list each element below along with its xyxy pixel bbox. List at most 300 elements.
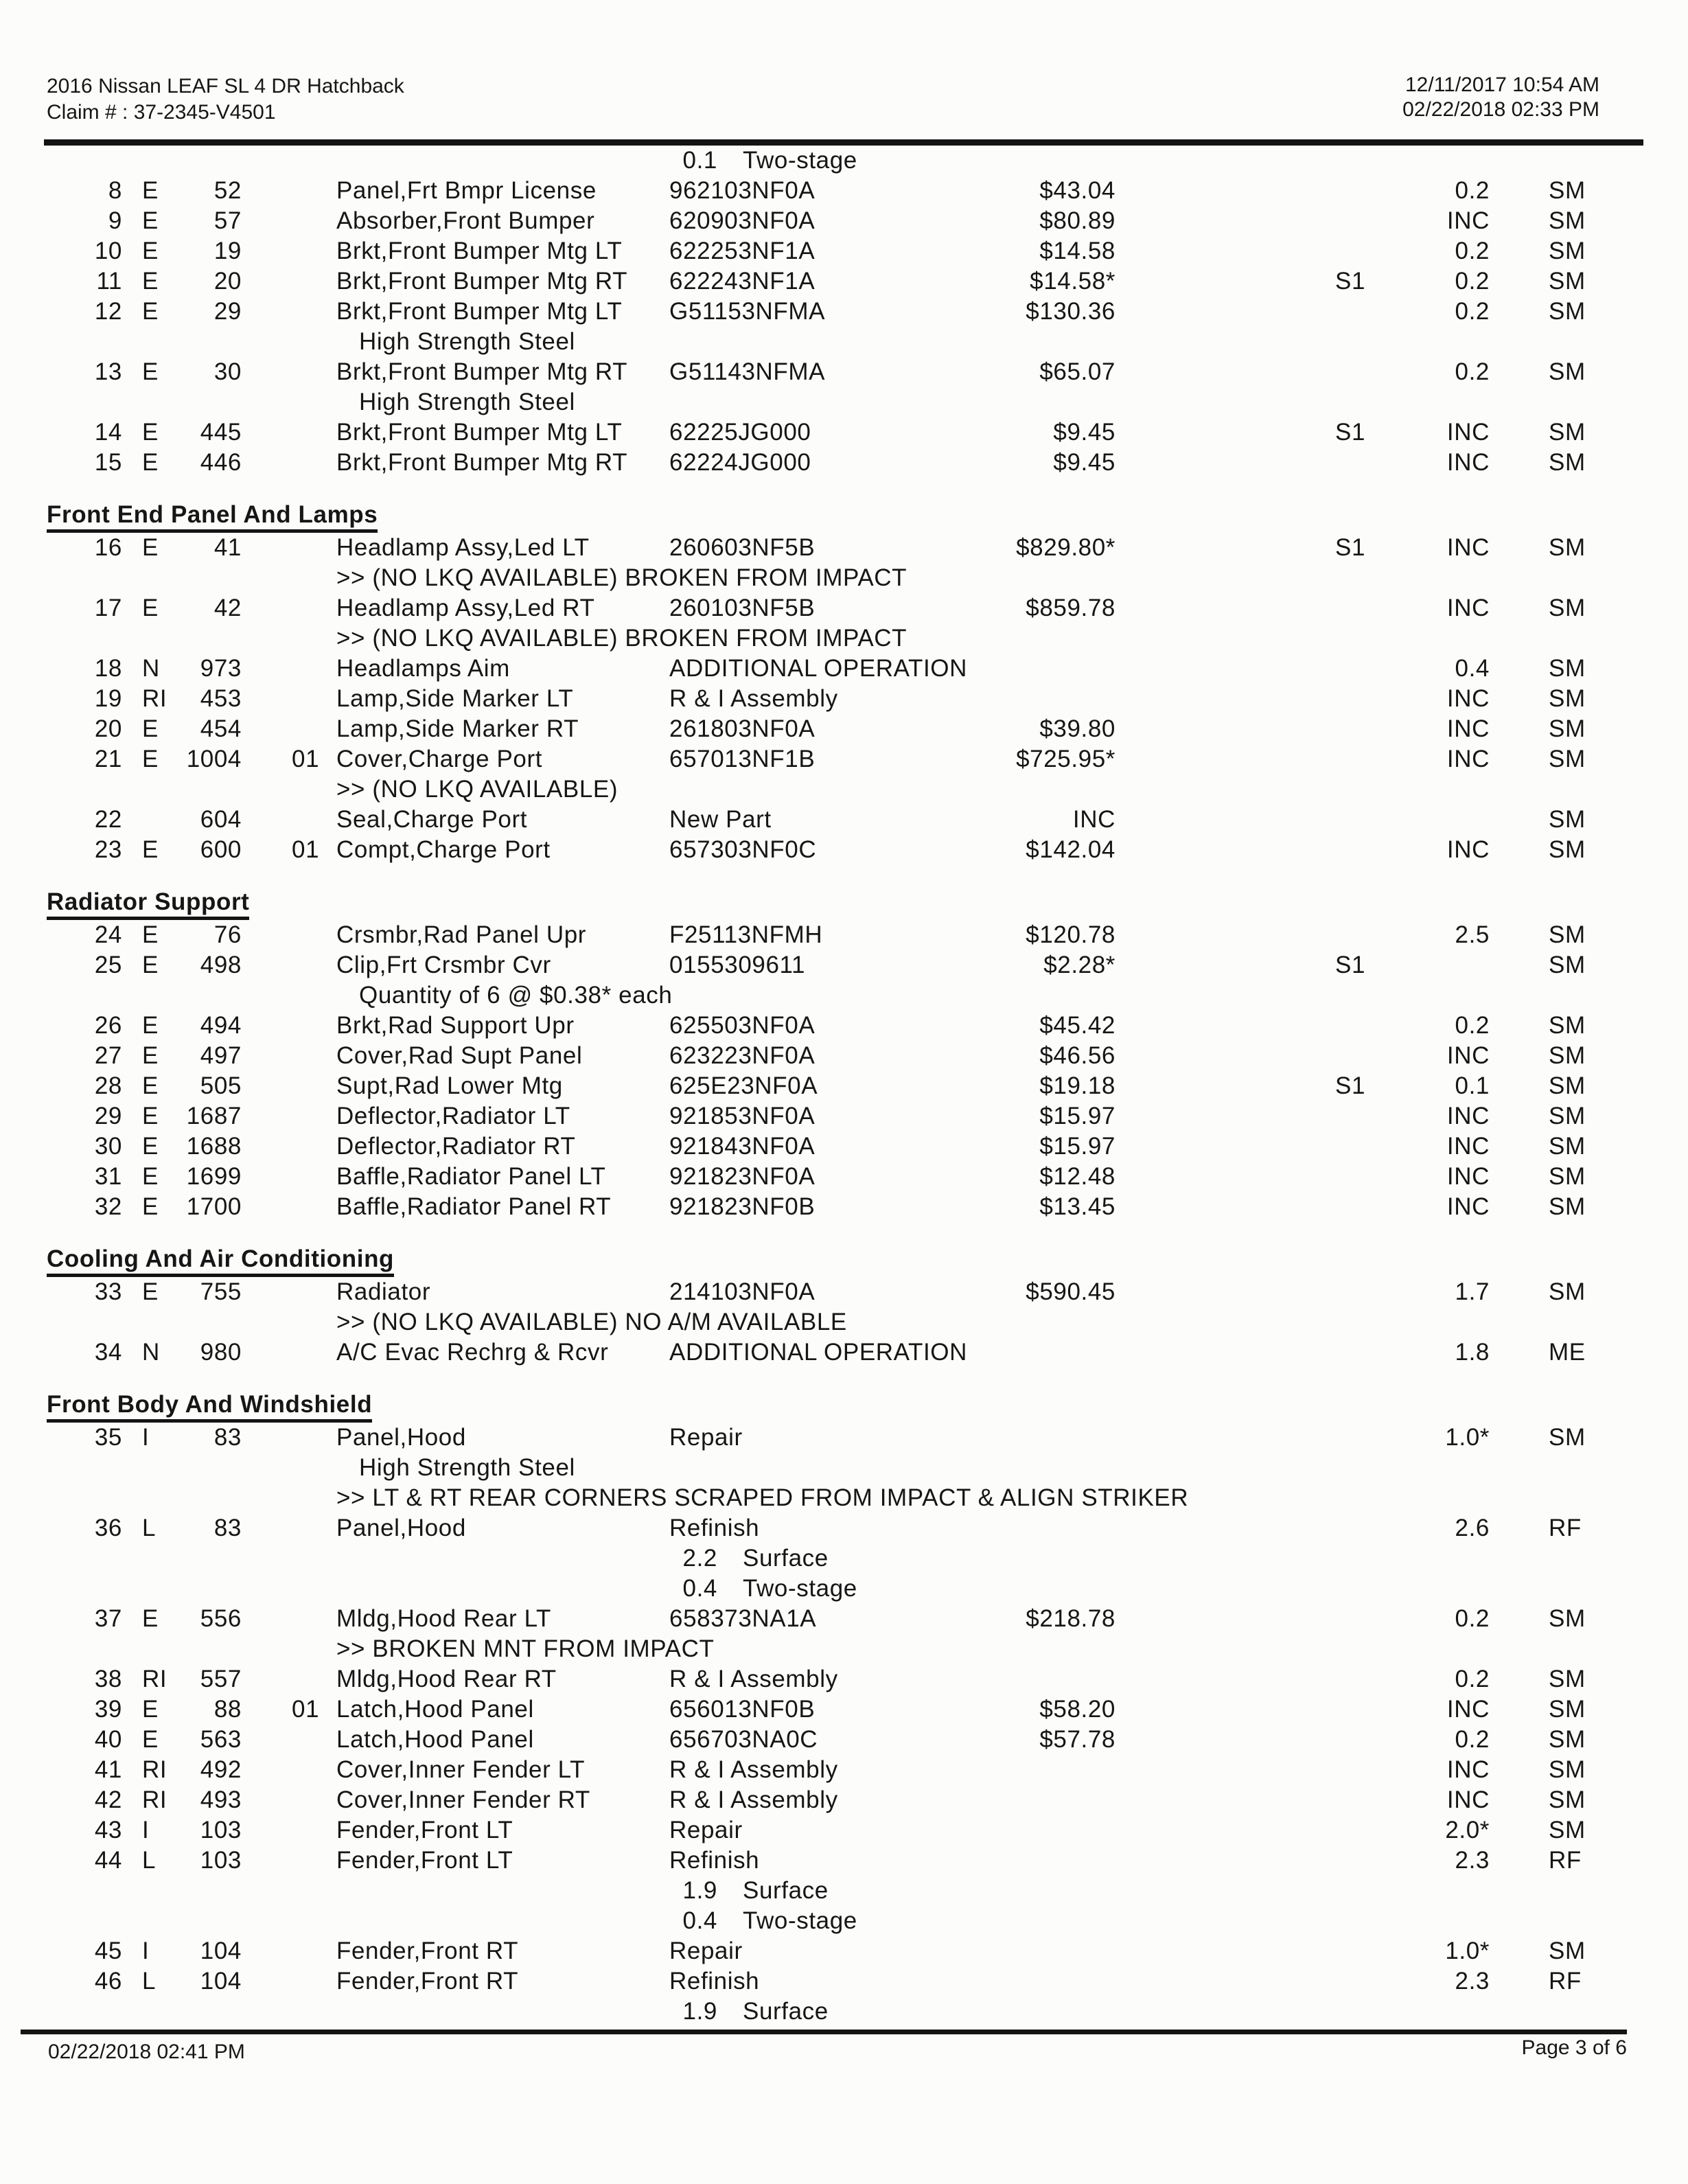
line-item [0, 593, 1688, 623]
ref-number: 83 [213, 1515, 242, 1541]
labor-type: SM [1549, 207, 1586, 234]
ref-number: 1004 [186, 746, 242, 772]
op-code: E [142, 268, 159, 295]
line-number: 41 [94, 1756, 122, 1783]
ref-number: 980 [200, 1339, 242, 1366]
labor-type: SM [1549, 177, 1586, 204]
description: Panel,Hood [336, 1515, 466, 1541]
part-number: 0155309611 [669, 952, 806, 978]
claim-number: Claim # : 37-2345-V4501 [47, 101, 276, 124]
sub-hours: 1.9 [682, 1998, 717, 2025]
part-number: 214103NF0A [669, 1278, 816, 1305]
ref-number: 19 [213, 238, 242, 264]
header-rule [44, 139, 1643, 146]
description: Latch,Hood Panel [336, 1726, 534, 1753]
section-header [0, 888, 1688, 920]
part-number: ADDITIONAL OPERATION [669, 1339, 967, 1366]
line-item [0, 1755, 1688, 1785]
labor-type: SM [1549, 358, 1586, 385]
op-code: E [142, 238, 159, 264]
line-item [0, 920, 1688, 950]
part-number: Repair [669, 1817, 743, 1843]
line-number: 14 [94, 419, 122, 446]
description: Headlamp Assy,Led LT [336, 534, 590, 561]
header-datetime-1: 12/11/2017 10:54 AM [1404, 73, 1599, 96]
line-item [0, 805, 1688, 835]
part-number: 623223NF0A [669, 1042, 816, 1069]
line-number: 45 [94, 1938, 122, 1964]
description: Seal,Charge Port [336, 806, 528, 833]
description: Crsmbr,Rad Panel Upr [336, 921, 587, 948]
description: Brkt,Front Bumper Mtg LT [336, 419, 623, 446]
labor-type: SM [1549, 534, 1586, 561]
remark-text: >> (NO LKQ AVAILABLE) BROKEN FROM IMPACT [336, 564, 907, 591]
labor-hours: 2.0* [1445, 1817, 1490, 1843]
labor-hours: INC [1446, 685, 1490, 712]
footer-rule [21, 2030, 1627, 2034]
line-item [0, 206, 1688, 236]
line-number: 19 [94, 685, 122, 712]
description: Baffle,Radiator Panel RT [336, 1193, 612, 1220]
part-number: 921823NF0B [669, 1193, 816, 1220]
note-text: Quantity of 6 @ $0.38* each [359, 982, 673, 1009]
ref-number: 104 [200, 1938, 242, 1964]
description: Fender,Front RT [336, 1938, 519, 1964]
ref-number: 76 [213, 921, 242, 948]
line-item [0, 1664, 1688, 1694]
description: Baffle,Radiator Panel LT [336, 1163, 606, 1190]
price: $57.78 [1039, 1726, 1115, 1753]
labor-hours: 2.6 [1455, 1515, 1490, 1541]
qualifier: 01 [292, 1696, 320, 1723]
ref-number: 556 [200, 1605, 242, 1632]
section-header [0, 1391, 1688, 1423]
labor-type: SM [1549, 298, 1586, 325]
labor-type: SM [1549, 746, 1586, 772]
ref-number: 88 [213, 1696, 242, 1723]
op-code: E [142, 207, 159, 234]
line-number: 42 [94, 1786, 122, 1813]
labor-hours: 1.0* [1445, 1424, 1490, 1451]
labor-hours: 0.2 [1455, 1605, 1490, 1632]
part-number: 625503NF0A [669, 1012, 816, 1039]
section-title: Radiator Support [47, 888, 249, 920]
labor-hours: 0.2 [1455, 358, 1490, 385]
line-number: 21 [94, 746, 122, 772]
remark-line [0, 563, 1688, 593]
price: $58.20 [1039, 1696, 1115, 1723]
note-line [0, 387, 1688, 417]
line-items [0, 146, 1688, 2027]
price: $859.78 [1026, 595, 1115, 621]
refinish-sub-line [0, 1543, 1688, 1574]
line-number: 36 [94, 1515, 122, 1541]
price: $9.45 [1053, 419, 1115, 446]
ref-number: 42 [213, 595, 242, 621]
remark-line [0, 623, 1688, 654]
description: Supt,Rad Lower Mtg [336, 1072, 563, 1099]
supplement-flag: S1 [1335, 1072, 1366, 1099]
sub-hours: 0.4 [682, 1575, 717, 1602]
labor-type: SM [1549, 268, 1586, 295]
part-number: R & I Assembly [669, 685, 838, 712]
labor-hours: 0.1 [1455, 1072, 1490, 1099]
remark-line [0, 1307, 1688, 1337]
op-code: E [142, 746, 159, 772]
line-item [0, 357, 1688, 387]
section-header [0, 1245, 1688, 1277]
description: Compt,Charge Port [336, 836, 551, 863]
labor-type: ME [1549, 1339, 1586, 1366]
ref-number: 505 [200, 1072, 242, 1099]
footer-timestamp: 02/22/2018 02:41 PM [48, 2041, 245, 2063]
part-number: 62224JG000 [669, 449, 811, 476]
line-item [0, 1101, 1688, 1131]
op-code: L [142, 1847, 157, 1874]
ref-number: 454 [200, 715, 242, 742]
ref-number: 57 [213, 207, 242, 234]
labor-type: SM [1549, 1072, 1586, 1099]
labor-type: SM [1549, 1278, 1586, 1305]
description: Lamp,Side Marker RT [336, 715, 579, 742]
ref-number: 20 [213, 268, 242, 295]
part-number: New Part [669, 806, 772, 833]
line-item [0, 1162, 1688, 1192]
sub-label: Two-stage [743, 1575, 857, 1602]
labor-hours: INC [1446, 1193, 1490, 1220]
note-text: High Strength Steel [359, 328, 575, 355]
labor-type: SM [1549, 238, 1586, 264]
line-item [0, 1041, 1688, 1071]
line-item [0, 714, 1688, 744]
ref-number: 492 [200, 1756, 242, 1783]
sub-label: Surface [743, 1998, 829, 2025]
part-number: R & I Assembly [669, 1756, 838, 1783]
price: $46.56 [1039, 1042, 1115, 1069]
line-number: 13 [94, 358, 122, 385]
price: $39.80 [1039, 715, 1115, 742]
labor-type: SM [1549, 1133, 1586, 1160]
line-number: 37 [94, 1605, 122, 1632]
refinish-sub-line [0, 1997, 1688, 2027]
section-header [0, 501, 1688, 533]
price: INC [1072, 806, 1115, 833]
line-item [0, 1337, 1688, 1368]
ref-number: 557 [200, 1666, 242, 1692]
description: A/C Evac Rechrg & Rcvr [336, 1339, 609, 1366]
op-code: RI [142, 1786, 167, 1813]
labor-type: SM [1549, 1817, 1586, 1843]
line-item [0, 1725, 1688, 1755]
op-code: E [142, 921, 159, 948]
op-code: RI [142, 1666, 167, 1692]
part-number: 622243NF1A [669, 268, 816, 295]
description: Brkt,Front Bumper Mtg RT [336, 268, 628, 295]
price: $142.04 [1026, 836, 1115, 863]
price: $43.04 [1039, 177, 1115, 204]
ref-number: 453 [200, 685, 242, 712]
labor-hours: INC [1446, 419, 1490, 446]
op-code: RI [142, 1756, 167, 1783]
op-code: E [142, 595, 159, 621]
description: Radiator [336, 1278, 431, 1305]
part-number: Repair [669, 1424, 743, 1451]
line-number: 12 [94, 298, 122, 325]
part-number: 921823NF0A [669, 1163, 816, 1190]
ref-number: 103 [200, 1817, 242, 1843]
ref-number: 498 [200, 952, 242, 978]
sub-hours: 1.9 [682, 1877, 717, 1904]
line-number: 17 [94, 595, 122, 621]
qualifier: 01 [292, 746, 320, 772]
line-item [0, 654, 1688, 684]
price: $80.89 [1039, 207, 1115, 234]
line-number: 26 [94, 1012, 122, 1039]
line-number: 29 [94, 1103, 122, 1129]
labor-hours: 0.2 [1455, 177, 1490, 204]
labor-hours: 1.7 [1455, 1278, 1490, 1305]
part-number: 656013NF0B [669, 1696, 816, 1723]
labor-type: SM [1549, 952, 1586, 978]
description: Brkt,Front Bumper Mtg RT [336, 358, 628, 385]
labor-hours: INC [1446, 1696, 1490, 1723]
labor-hours: 2.3 [1455, 1968, 1490, 1995]
line-number: 32 [94, 1193, 122, 1220]
description: Deflector,Radiator LT [336, 1103, 570, 1129]
labor-type: SM [1549, 715, 1586, 742]
ref-number: 29 [213, 298, 242, 325]
line-number: 43 [94, 1817, 122, 1843]
labor-type: SM [1549, 806, 1586, 833]
line-number: 15 [94, 449, 122, 476]
op-code: E [142, 836, 159, 863]
op-code: E [142, 1163, 159, 1190]
labor-type: SM [1549, 419, 1586, 446]
ref-number: 1700 [186, 1193, 242, 1220]
description: Brkt,Front Bumper Mtg RT [336, 449, 628, 476]
op-code: L [142, 1515, 157, 1541]
op-code: E [142, 1278, 159, 1305]
sub-label: Surface [743, 1545, 829, 1572]
part-number: 658373NA1A [669, 1605, 817, 1632]
labor-type: SM [1549, 1424, 1586, 1451]
labor-type: SM [1549, 921, 1586, 948]
op-code: N [142, 655, 160, 682]
part-number: 656703NA0C [669, 1726, 818, 1753]
part-number: R & I Assembly [669, 1786, 838, 1813]
refinish-sub-line [0, 1574, 1688, 1604]
op-code: E [142, 1012, 159, 1039]
labor-hours: 0.2 [1455, 1666, 1490, 1692]
labor-hours: INC [1446, 836, 1490, 863]
labor-hours: INC [1446, 207, 1490, 234]
price: $590.45 [1026, 1278, 1115, 1305]
labor-type: RF [1549, 1515, 1582, 1541]
line-number: 30 [94, 1133, 122, 1160]
part-number: 260603NF5B [669, 534, 816, 561]
labor-type: SM [1549, 449, 1586, 476]
price: $725.95* [1016, 746, 1115, 772]
labor-type: SM [1549, 655, 1586, 682]
line-number: 22 [94, 806, 122, 833]
section-title: Front Body And Windshield [47, 1391, 372, 1423]
supplement-flag: S1 [1335, 268, 1366, 295]
part-number: 625E23NF0A [669, 1072, 818, 1099]
ref-number: 103 [200, 1847, 242, 1874]
ref-number: 497 [200, 1042, 242, 1069]
sub-label: Two-stage [743, 147, 857, 174]
labor-hours: 0.2 [1455, 1726, 1490, 1753]
part-number: F25113NFMH [669, 921, 823, 948]
part-number: 921853NF0A [669, 1103, 816, 1129]
line-number: 28 [94, 1072, 122, 1099]
description: Cover,Inner Fender RT [336, 1786, 590, 1813]
ref-number: 494 [200, 1012, 242, 1039]
sub-hours: 2.2 [682, 1545, 717, 1572]
line-number: 24 [94, 921, 122, 948]
description: Headlamps Aim [336, 655, 510, 682]
line-number: 11 [96, 268, 122, 295]
labor-hours: INC [1446, 595, 1490, 621]
description: Brkt,Front Bumper Mtg LT [336, 238, 623, 264]
ref-number: 41 [213, 534, 242, 561]
op-code: E [142, 1042, 159, 1069]
ref-number: 600 [200, 836, 242, 863]
line-number: 38 [94, 1666, 122, 1692]
ref-number: 973 [200, 655, 242, 682]
refinish-sub-line [0, 1906, 1688, 1936]
labor-hours: 2.3 [1455, 1847, 1490, 1874]
part-number: 620903NF0A [669, 207, 816, 234]
part-number: Refinish [669, 1968, 760, 1995]
note-line [0, 1453, 1688, 1483]
part-number: 962103NF0A [669, 177, 816, 204]
line-number: 35 [94, 1424, 122, 1451]
remark-text: >> (NO LKQ AVAILABLE) BROKEN FROM IMPACT [336, 625, 907, 652]
price: $218.78 [1026, 1605, 1115, 1632]
refinish-sub-line [0, 146, 1688, 176]
part-number: Refinish [669, 1515, 760, 1541]
ref-number: 604 [200, 806, 242, 833]
labor-type: SM [1549, 1666, 1586, 1692]
op-code: E [142, 715, 159, 742]
section-title: Front End Panel And Lamps [47, 501, 378, 533]
line-number: 31 [94, 1163, 122, 1190]
op-code: E [142, 449, 159, 476]
part-number: 260103NF5B [669, 595, 816, 621]
price: $15.97 [1039, 1103, 1115, 1129]
description: Brkt,Rad Support Upr [336, 1012, 575, 1039]
sub-label: Surface [743, 1877, 829, 1904]
price: $19.18 [1039, 1072, 1115, 1099]
qualifier: 01 [292, 836, 320, 863]
op-code: E [142, 952, 159, 978]
description: Panel,Frt Bmpr License [336, 177, 597, 204]
line-item [0, 1936, 1688, 1966]
remark-line [0, 1634, 1688, 1664]
remark-text: >> LT & RT REAR CORNERS SCRAPED FROM IMPACT & ALIGN STRIKER [336, 1484, 1189, 1511]
labor-hours: 0.2 [1455, 268, 1490, 295]
part-number: 657013NF1B [669, 746, 816, 772]
description: Fender,Front LT [336, 1847, 513, 1874]
line-number: 8 [108, 177, 122, 204]
header-datetime-2: 02/22/2018 02:33 PM [1402, 98, 1599, 121]
line-number: 18 [94, 655, 122, 682]
note-line [0, 327, 1688, 357]
ref-number: 1699 [186, 1163, 242, 1190]
description: Fender,Front RT [336, 1968, 519, 1995]
line-number: 9 [108, 207, 122, 234]
line-item [0, 684, 1688, 714]
line-item [0, 176, 1688, 206]
price: $14.58 [1039, 238, 1115, 264]
op-code: E [142, 1696, 159, 1723]
line-number: 46 [94, 1968, 122, 1995]
labor-type: SM [1549, 836, 1586, 863]
note-line [0, 980, 1688, 1011]
description: Mldg,Hood Rear LT [336, 1605, 552, 1632]
ref-number: 445 [200, 419, 242, 446]
op-code: E [142, 1726, 159, 1753]
line-number: 39 [94, 1696, 122, 1723]
line-item [0, 236, 1688, 266]
price: $14.58* [1030, 268, 1115, 295]
description: Latch,Hood Panel [336, 1696, 534, 1723]
line-item [0, 448, 1688, 478]
price: $829.80* [1016, 534, 1115, 561]
labor-type: SM [1549, 1605, 1586, 1632]
description: Mldg,Hood Rear RT [336, 1666, 557, 1692]
line-number: 27 [94, 1042, 122, 1069]
supplement-flag: S1 [1335, 534, 1366, 561]
labor-type: SM [1549, 1103, 1586, 1129]
op-code: E [142, 298, 159, 325]
refinish-sub-line [0, 1876, 1688, 1906]
labor-hours: INC [1446, 449, 1490, 476]
labor-type: SM [1549, 1938, 1586, 1964]
op-code: E [142, 1605, 159, 1632]
note-text: High Strength Steel [359, 1454, 575, 1481]
line-item [0, 533, 1688, 563]
line-item [0, 1604, 1688, 1634]
part-number: Refinish [669, 1847, 760, 1874]
labor-hours: INC [1446, 1133, 1490, 1160]
line-item [0, 950, 1688, 980]
labor-hours: 0.2 [1455, 238, 1490, 264]
price: $12.48 [1039, 1163, 1115, 1190]
remark-line [0, 774, 1688, 805]
part-number: G51143NFMA [669, 358, 826, 385]
line-item [0, 744, 1688, 774]
line-item [0, 1192, 1688, 1222]
labor-hours: INC [1446, 746, 1490, 772]
price: $65.07 [1039, 358, 1115, 385]
op-code: I [142, 1817, 150, 1843]
part-number: R & I Assembly [669, 1666, 838, 1692]
labor-type: SM [1549, 685, 1586, 712]
labor-hours: 0.2 [1455, 1012, 1490, 1039]
labor-type: SM [1549, 1193, 1586, 1220]
ref-number: 104 [200, 1968, 242, 1995]
labor-hours: 1.0* [1445, 1938, 1490, 1964]
labor-hours: INC [1446, 534, 1490, 561]
labor-hours: INC [1446, 1163, 1490, 1190]
ref-number: 493 [200, 1786, 242, 1813]
line-number: 10 [94, 238, 122, 264]
labor-hours: INC [1446, 715, 1490, 742]
ref-number: 446 [200, 449, 242, 476]
ref-number: 755 [200, 1278, 242, 1305]
